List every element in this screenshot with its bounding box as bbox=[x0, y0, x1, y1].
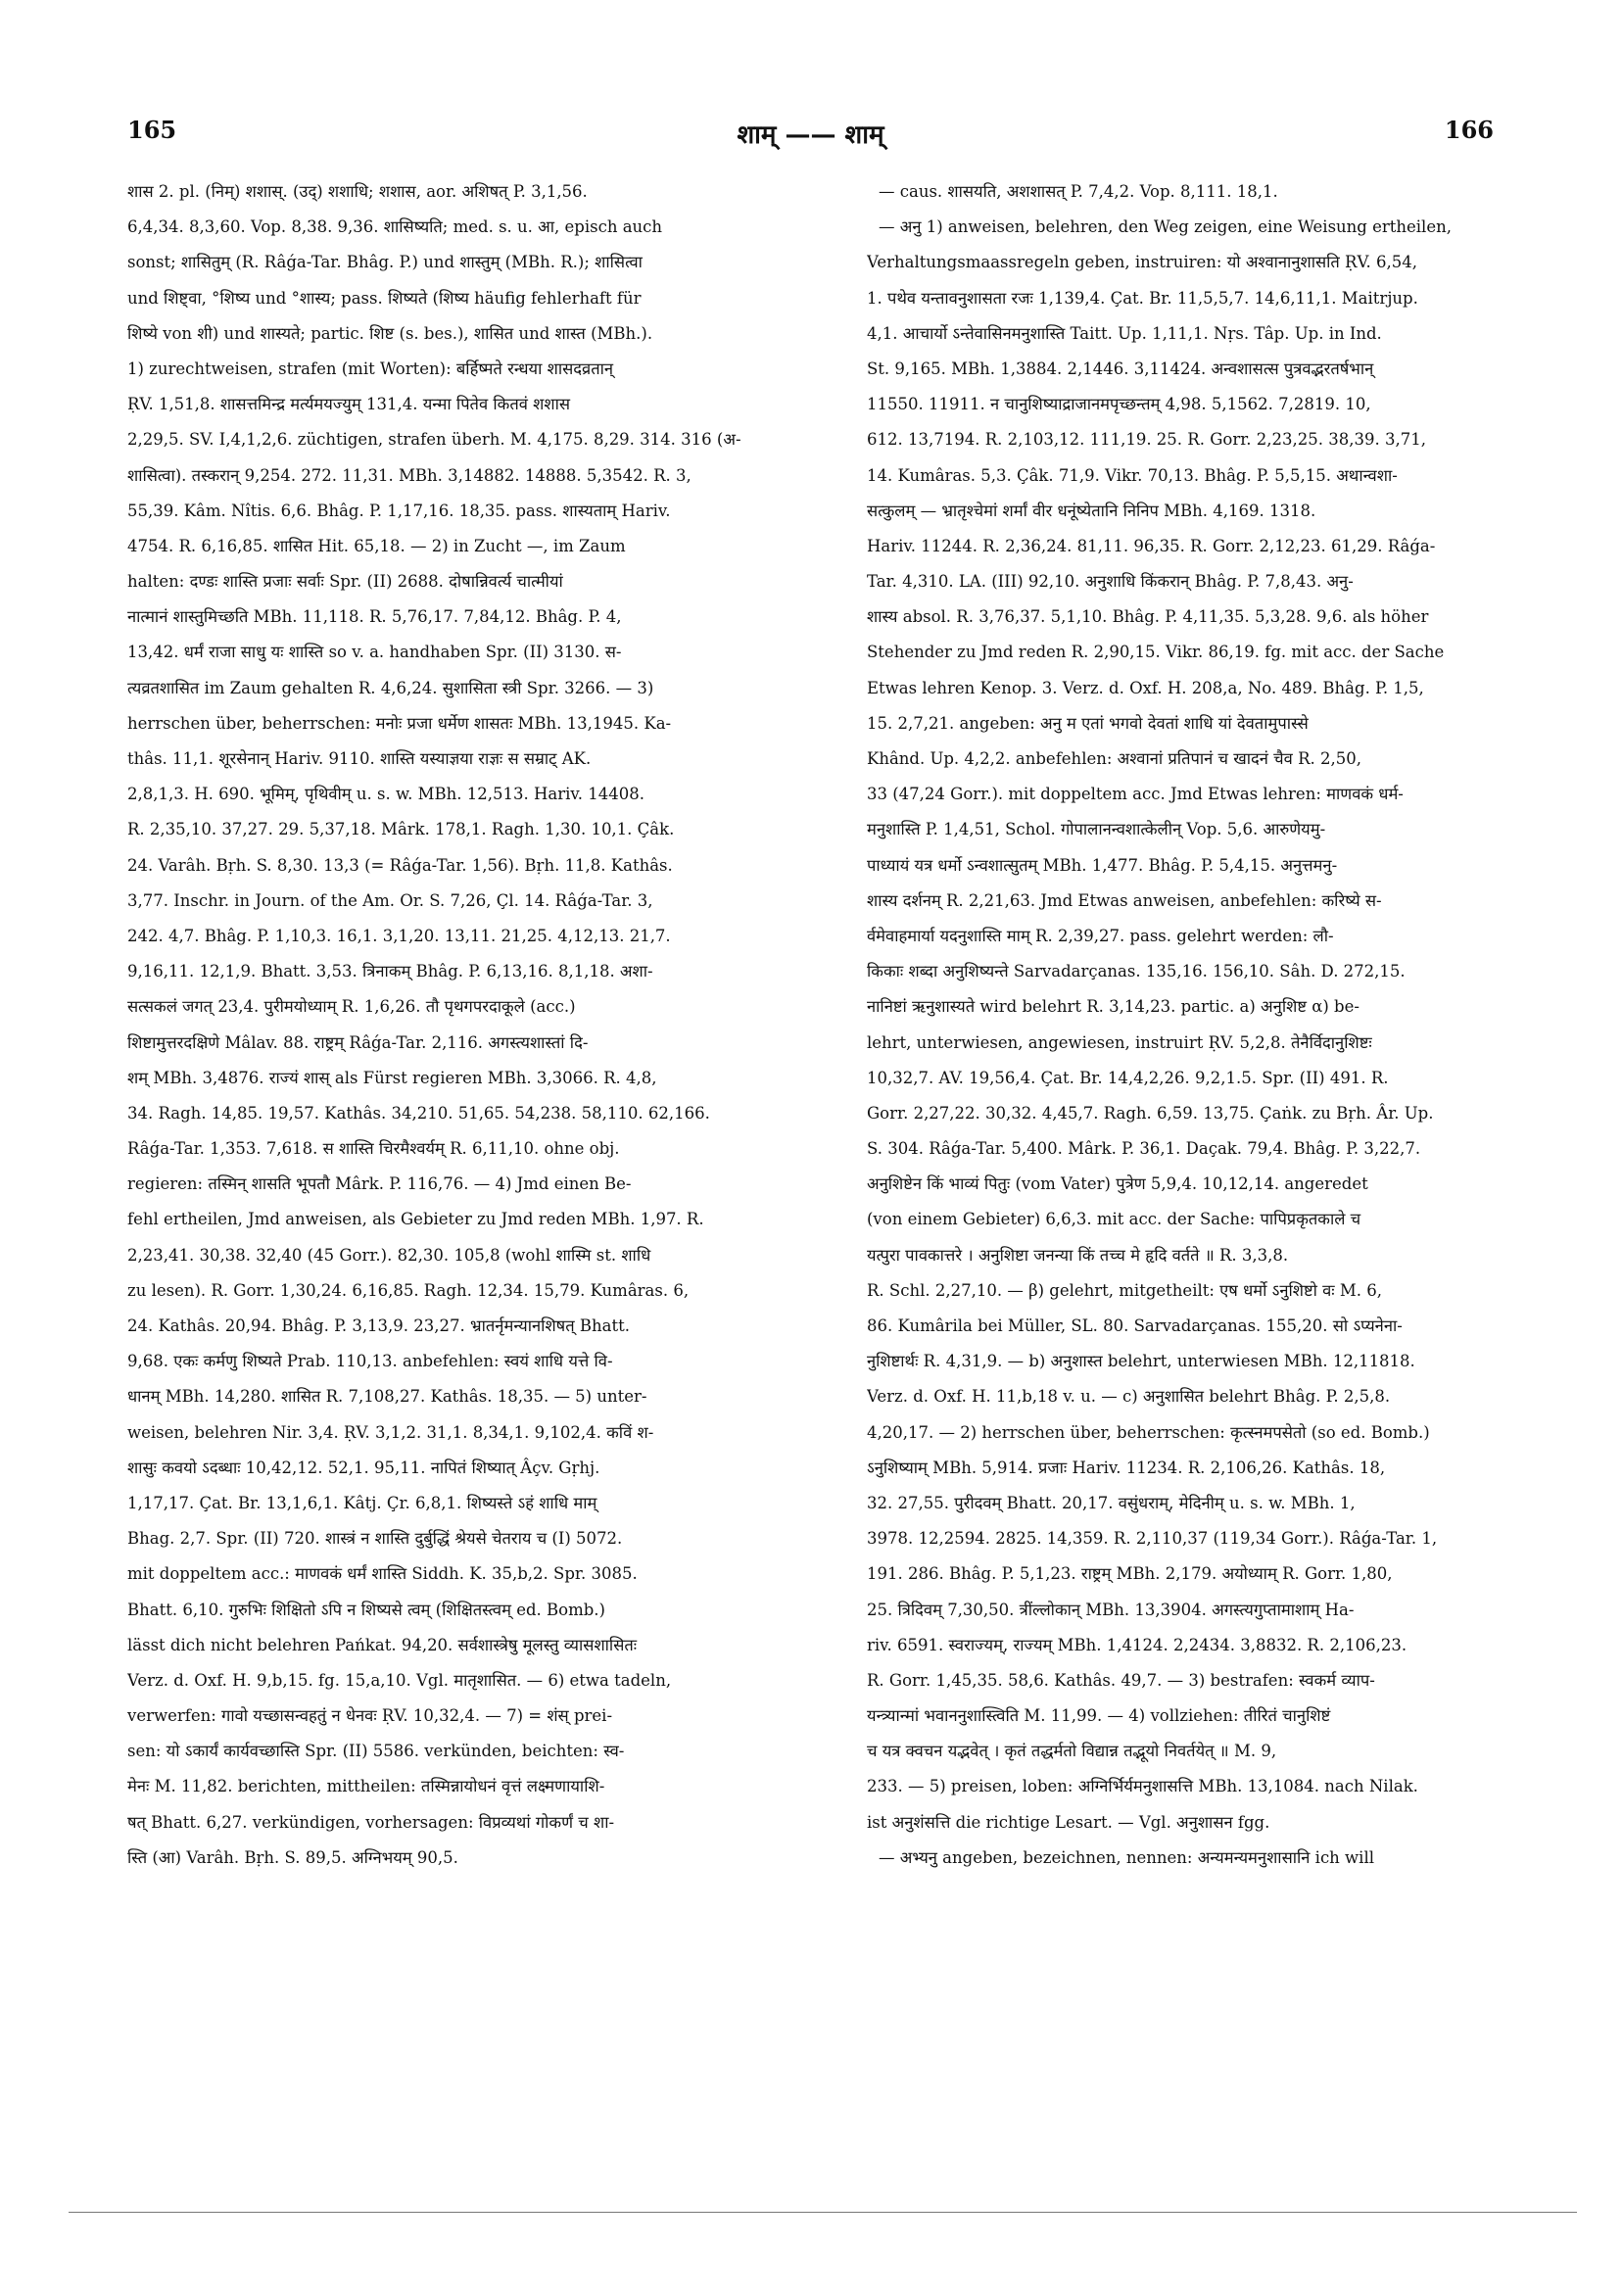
text-line: 11550. 11911. न चानुशिष्याद्राजानमपृच्छन्तम् 4,98. 5,1562. 7,2819. 10, bbox=[867, 395, 1371, 414]
text-line: अनुशिष्टेन किं भाव्यं पितुः (vom Vater) पुत्रेण 5,9,4. 10,12,14. angeredet bbox=[867, 1174, 1368, 1194]
text-line: Gorr. 2,27,22. 30,32. 4,45,7. Ragh. 6,59. 13,75. Çaṅk. zu Bṛh. Âr. Up. bbox=[867, 1103, 1434, 1123]
text-line: 3978. 12,2594. 2825. 14,359. R. 2,110,37 (119,34 Gorr.). Râǵa-Tar. 1, bbox=[867, 1529, 1438, 1549]
text-line: 612. 13,7194. R. 2,103,12. 111,19. 25. R. Gorr. 2,23,25. 38,39. 3,71, bbox=[867, 430, 1426, 450]
text-line: सत्कुलम् — भ्रातृश्चेमां शर्मां वीर धनूंष्येतानि निनिप MBh. 4,169. 1318. bbox=[867, 501, 1316, 520]
text-line: 14. Kumâras. 5,3. Çâk. 71,9. Vikr. 70,13. Bhâg. P. 5,5,15. अथान्वशा- bbox=[867, 465, 1398, 485]
text-line: halten: दण्डः शास्ति प्रजाः सर्वाः Spr. (II) 2688. दोषान्निवर्त्य चात्मीयां bbox=[127, 572, 563, 592]
text-line: 10,32,7. AV. 19,56,4. Çat. Br. 14,4,2,26. 9,2,1.5. Spr. (II) 491. R. bbox=[867, 1068, 1389, 1087]
text-line: त्यव्रतशासित im Zaum gehalten R. 4,6,24. सुशासिता स्त्री Spr. 3266. — 3) bbox=[127, 678, 654, 697]
text-line: lässt dich nicht belehren Pańkat. 94,20. सर्वशास्त्रेषु मूलस्तु व्यासशासितः bbox=[127, 1635, 638, 1654]
text-line: शासुः कवयो ऽदब्धाः 10,42,12. 52,1. 95,11. नापितं शिष्यात् Âçv. Gṛhj. bbox=[127, 1458, 600, 1477]
running-head: शाम् —— शाम् bbox=[737, 120, 884, 150]
text-line: सत्सकलं जगत् 23,4. पुरीमयोध्याम् R. 1,6,26. तौ पृथगपरदाकूले (acc.) bbox=[127, 997, 576, 1017]
text-line: नात्मानं शास्तुमिच्छति MBh. 11,118. R. 5,76,17. 7,84,12. Bhâg. P. 4, bbox=[127, 607, 622, 627]
page-number-left: 165 bbox=[127, 116, 177, 144]
bottom-rule bbox=[69, 2212, 1577, 2213]
text-line: 25. त्रिदिवम् 7,30,50. त्रींल्लोकान् MBh. 13,3904. अगस्त्यगुप्तामाशाम् Ha- bbox=[867, 1600, 1355, 1619]
text-line: Verz. d. Oxf. H. 11,b,18 v. u. — c) अनुशासित belehrt Bhâg. P. 2,5,8. bbox=[867, 1387, 1391, 1407]
text-line: Etwas lehren Kenop. 3. Verz. d. Oxf. H. 208,a, No. 489. Bhâg. P. 1,5, bbox=[867, 678, 1424, 697]
text-line: 15. 2,7,21. angeben: अनु म एतां भगवो देवतां शाधि यां देवतामुपास्से bbox=[867, 713, 1309, 733]
text-line: नानिष्टां ऋनुशास्यते wird belehrt R. 3,14,23. partic. a) अनुशिष्ट α) be- bbox=[867, 997, 1360, 1017]
text-line: Râǵa-Tar. 1,353. 7,618. स शास्ति चिरमैश्वर्यम् R. 6,11,10. ohne obj. bbox=[127, 1139, 620, 1159]
text-line: 33 (47,24 Gorr.). mit doppeltem acc. Jmd Etwas lehren: माणवकं धर्म- bbox=[867, 785, 1404, 804]
page-header bbox=[127, 116, 1494, 165]
text-line: Stehender zu Jmd reden R. 2,90,15. Vikr. 86,19. fg. mit acc. der Sache bbox=[867, 643, 1445, 662]
text-line: ist अनुशंसत्ति die richtige Lesart. — Vgl. अनुशासन fgg. bbox=[867, 1812, 1270, 1832]
text-line: Khând. Up. 4,2,2. anbefehlen: अश्वानां प्रतिपानं च खादनं चैव R. 2,50, bbox=[867, 749, 1361, 768]
text-line: शिष्ये von शी) und शास्यते; partic. शिष्ट (s. bes.), शासित und शास्त (MBh.). bbox=[127, 323, 653, 343]
text-line: यन्त्र्यान्मां भवाननुशास्त्विति M. 11,99. — 4) vollziehen: तीरितं चानुशिष्टं bbox=[867, 1706, 1331, 1726]
text-line: 2,23,41. 30,38. 32,40 (45 Gorr.). 82,30. 105,8 (wohl शास्मि st. शाधि bbox=[127, 1245, 651, 1265]
text-line: 1,17,17. Çat. Br. 13,1,6,1. Kâtj. Çr. 6,8,1. शिष्यस्ते ऽहं शाधि माम् bbox=[127, 1493, 597, 1512]
text-line: किकाः शब्दा अनुशिष्यन्ते Sarvadarçanas. 135,16. 156,10. Sâh. D. 272,15. bbox=[867, 962, 1406, 981]
text-line: 6,4,34. 8,3,60. Vop. 8,38. 9,36. शासिष्यति; med. s. u. आ, episch auch bbox=[127, 217, 663, 237]
text-line: ṚV. 1,51,8. शासत्तमिन्द्र मर्त्यमयज्युम् 131,4. यन्मा पितेव कितवं शशास bbox=[127, 395, 571, 414]
text-line: र्वमेवाहमार्या यदनुशास्ति माम् R. 2,39,27. pass. gelehrt werden: लौ- bbox=[867, 926, 1334, 945]
text-line: St. 9,165. MBh. 1,3884. 2,1446. 3,11424. अन्वशासत्स पुत्रवद्भरतर्षभान् bbox=[867, 359, 1374, 378]
text-line: thâs. 11,1. शूरसेनान् Hariv. 9110. शास्ति यस्याज्ञया राज्ञः स सम्राट् AK. bbox=[127, 749, 592, 768]
text-line: शम् MBh. 3,4876. राज्यं शास् als Fürst regieren MBh. 3,3066. R. 4,8, bbox=[127, 1068, 657, 1087]
text-line: Bhatt. 6,10. गुरुभिः शिक्षितो ऽपि न शिष्यसे त्वम् (शिक्षितस्त्वम् ed. Bomb.) bbox=[127, 1600, 605, 1619]
text-line: 242. 4,7. Bhâg. P. 1,10,3. 16,1. 3,1,20. 13,11. 21,25. 4,12,13. 21,7. bbox=[127, 926, 671, 945]
text-line: 9,68. एकः कर्मणु शिष्यते Prab. 110,13. anbefehlen: स्वयं शाधि यत्ते वि- bbox=[127, 1352, 613, 1371]
text-line: verwerfen: गावो यच्छासन्वहतुं न धेनवः ṚV. 10,32,4. — 7) = शंस् prei- bbox=[127, 1706, 613, 1726]
text-line: शिष्टामुत्तरदक्षिणे Mâlav. 88. राष्ट्रम् Râǵa-Tar. 2,116. अगस्त्यशास्तां दि- bbox=[127, 1032, 589, 1052]
text-line: fehl ertheilen, Jmd anweisen, als Gebieter zu Jmd reden MBh. 1,97. R. bbox=[127, 1210, 704, 1229]
text-line: शास्य absol. R. 3,76,37. 5,1,10. Bhâg. P. 4,11,35. 5,3,28. 9,6. als höher bbox=[867, 607, 1429, 627]
text-line: sen: यो ऽकार्यं कार्यवच्छास्ति Spr. (II) 5586. verkünden, beichten: स्व- bbox=[127, 1742, 625, 1761]
left-column bbox=[127, 174, 813, 1876]
text-line: Tar. 4,310. LA. (III) 92,10. अनुशाधि किंकरान् Bhâg. P. 7,8,43. अनु- bbox=[867, 572, 1354, 592]
text-line: षत् Bhatt. 6,27. verkündigen, vorhersagen: विप्रव्यथां गोकर्णं च शा- bbox=[127, 1812, 615, 1832]
text-line: — caus. शासयति, अशशासत् P. 7,4,2. Vop. 8,111. 18,1. bbox=[879, 182, 1278, 201]
page-number-right: 166 bbox=[1444, 116, 1494, 144]
text-line: च यत्र क्वचन यद्भवेत् । कृतं तद्धर्मतो विद्यान्न तद्भूयो निवर्तयेत् ॥ M. 9, bbox=[867, 1742, 1277, 1761]
text-line: Bhag. 2,7. Spr. (II) 720. शास्त्रं न शास्ति दुर्बुद्धिं श्रेयसे चेतराय च (I) 5072. bbox=[127, 1529, 623, 1549]
text-line: शास 2. pl. (निम्) शशास्. (उद्) शशाधि; शशास, aor. अशिषत् P. 3,1,56. bbox=[127, 182, 588, 201]
text-line: — अभ्यनु angeben, bezeichnen, nennen: अन्यमन्यमनुशासानि ich will bbox=[879, 1847, 1375, 1867]
text-line: 1) zurechtweisen, strafen (mit Worten): बर्हिष्मते रन्धया शासदव्रतान् bbox=[127, 359, 614, 378]
text-line: ऽनुशिष्याम् MBh. 5,914. प्रजाः Hariv. 11234. R. 2,106,26. Kathâs. 18, bbox=[867, 1458, 1386, 1477]
text-line: 34. Ragh. 14,85. 19,57. Kathâs. 34,210. 51,65. 54,238. 58,110. 62,166. bbox=[127, 1103, 710, 1123]
text-line: 1. पथेव यन्तावनुशासता रजः 1,139,4. Çat. Br. 11,5,5,7. 14,6,11,1. Maitrjup. bbox=[867, 288, 1418, 308]
text-line: 191. 286. Bhâg. P. 5,1,23. राष्ट्रम् MBh. 2,179. अयोध्याम् R. Gorr. 1,80, bbox=[867, 1564, 1393, 1584]
text-line: मेनः M. 11,82. berichten, mittheilen: तस्मिन्नायोधनं वृत्तं लक्ष्मणायाशि- bbox=[127, 1777, 605, 1796]
text-line: Verhaltungsmaassregeln geben, instruiren: यो अश्वानानुशासति ṚV. 6,54, bbox=[867, 253, 1417, 272]
text-line: und शिष्ट्वा, °शिष्य und °शास्य; pass. शिष्यते (शिष्य häufig fehlerhaft für bbox=[127, 288, 642, 308]
text-line: riv. 6591. स्वराज्यम्, राज्यम् MBh. 1,4124. 2,2434. 3,8832. R. 2,106,23. bbox=[867, 1635, 1407, 1654]
text-line: mit doppeltem acc.: माणवकं धर्मं शास्ति Siddh. K. 35,b,2. Spr. 3085. bbox=[127, 1564, 638, 1584]
text-line: regieren: तस्मिन् शासति भूपतौ Mârk. P. 116,76. — 4) Jmd einen Be- bbox=[127, 1174, 632, 1194]
text-line: 24. Varâh. Bṛh. S. 8,30. 13,3 (= Râǵa-Tar. 1,56). Bṛh. 11,8. Kathâs. bbox=[127, 855, 673, 875]
text-line: नुशिष्टार्थः R. 4,31,9. — b) अनुशास्त belehrt, unterwiesen MBh. 12,11818. bbox=[867, 1352, 1415, 1371]
text-line: शास्य दर्शनम् R. 2,21,63. Jmd Etwas anweisen, anbefehlen: करिष्ये स- bbox=[867, 890, 1382, 910]
text-line: स्ति (आ) Varâh. Bṛh. S. 89,5. अग्निभयम् 90,5. bbox=[127, 1847, 458, 1867]
right-column bbox=[867, 174, 1543, 1876]
text-line: — अनु 1) anweisen, belehren, den Weg zeigen, eine Weisung ertheilen, bbox=[879, 217, 1452, 237]
text-line: R. 2,35,10. 37,27. 29. 5,37,18. Mârk. 178,1. Ragh. 1,30. 10,1. Çâk. bbox=[127, 820, 675, 839]
text-line: zu lesen). R. Gorr. 1,30,24. 6,16,85. Ragh. 12,34. 15,79. Kumâras. 6, bbox=[127, 1280, 690, 1300]
text-line: 55,39. Kâm. Nîtis. 6,6. Bhâg. P. 1,17,16. 18,35. pass. शास्यताम् Hariv. bbox=[127, 501, 671, 520]
text-line: 13,42. धर्मं राजा साधु यः शास्ति so v. a. handhaben Spr. (II) 3130. स- bbox=[127, 643, 622, 662]
text-line: S. 304. Râǵa-Tar. 5,400. Mârk. P. 36,1. Daçak. 79,4. Bhâg. P. 3,22,7. bbox=[867, 1139, 1421, 1159]
text-line: Hariv. 11244. R. 2,36,24. 81,11. 96,35. R. Gorr. 2,12,23. 61,29. Râǵa- bbox=[867, 536, 1436, 555]
text-line: (von einem Gebieter) 6,6,3. mit acc. der Sache: पापिप्रकृतकाले च bbox=[867, 1210, 1361, 1229]
text-line: R. Gorr. 1,45,35. 58,6. Kathâs. 49,7. — 3) bestrafen: स्वकर्म व्याप- bbox=[867, 1670, 1375, 1690]
text-line: 3,77. Inschr. in Journ. of the Am. Or. S. 7,26, Çl. 14. Râǵa-Tar. 3, bbox=[127, 890, 653, 910]
text-line: 4754. R. 6,16,85. शासित Hit. 65,18. — 2) in Zucht —, im Zaum bbox=[127, 536, 626, 555]
text-line: R. Schl. 2,27,10. — β) gelehrt, mitgetheilt: एष धर्मो ऽनुशिष्टो वः M. 6, bbox=[867, 1280, 1383, 1300]
text-line: 2,8,1,3. H. 690. भूमिम्, पृथिवीम् u. s. w. MBh. 12,513. Hariv. 14408. bbox=[127, 785, 644, 804]
text-line: मनुशास्ति P. 1,4,51, Schol. गोपालानन्वशात्केलीन् Vop. 5,6. आरुणेयमु- bbox=[867, 820, 1326, 839]
text-line: धानम् MBh. 14,280. शासित R. 7,108,27. Kathâs. 18,35. — 5) unter- bbox=[127, 1387, 647, 1407]
text-line: Verz. d. Oxf. H. 9,b,15. fg. 15,a,10. Vgl. मातृशासित. — 6) etwa tadeln, bbox=[127, 1670, 672, 1690]
text-line: weisen, belehren Nir. 3,4. ṚV. 3,1,2. 31,1. 8,34,1. 9,102,4. कविं श- bbox=[127, 1422, 654, 1442]
text-line: 4,20,17. — 2) herrschen über, beherrschen: कृत्स्नमपसेतो (so ed. Bomb.) bbox=[867, 1422, 1430, 1442]
text-line: 9,16,11. 12,1,9. Bhatt. 3,53. त्रिनाकम् Bhâg. P. 6,13,16. 8,1,18. अशा- bbox=[127, 962, 653, 981]
text-line: 233. — 5) preisen, loben: अग्निर्भिर्यमनुशासत्ति MBh. 13,1084. nach Nilak. bbox=[867, 1777, 1418, 1796]
text-line: 4,1. आचार्यो ऽन्तेवासिनमनुशास्ति Taitt. Up. 1,11,1. Nṛs. Tâp. Up. in Ind. bbox=[867, 323, 1382, 343]
text-line: 24. Kathâs. 20,94. Bhâg. P. 3,13,9. 23,27. भ्रातर्नृमन्यानशिषत् Bhatt. bbox=[127, 1316, 630, 1335]
text-line: sonst; शासितुम् (R. Râǵa-Tar. Bhâg. P.) und शास्तुम् (MBh. R.); शासित्वा bbox=[127, 253, 643, 272]
text-line: शासित्वा). तस्करान् 9,254. 272. 11,31. MBh. 3,14882. 14888. 5,3542. R. 3, bbox=[127, 465, 692, 485]
text-line: herrschen über, beherrschen: मनोः प्रजा धर्मेण शासतः MBh. 13,1945. Ka- bbox=[127, 713, 672, 733]
text-line: 2,29,5. SV. I,4,1,2,6. züchtigen, strafen überh. M. 4,175. 8,29. 314. 316 (अ- bbox=[127, 430, 741, 450]
text-line: यत्पुरा पावकात्तरे । अनुशिष्टा जनन्या किं तच्च मे हृदि वर्तते ॥ R. 3,3,8. bbox=[867, 1245, 1289, 1265]
text-line: 86. Kumârila bei Müller, SL. 80. Sarvadarçanas. 155,20. सो ऽप्यनेना- bbox=[867, 1316, 1403, 1335]
text-line: lehrt, unterwiesen, angewiesen, instruirt ṚV. 5,2,8. तेनैर्विदानुशिष्टः bbox=[867, 1032, 1372, 1052]
text-line: पाध्यायं यत्र धर्मो ऽन्वशात्सुतम् MBh. 1,477. Bhâg. P. 5,4,15. अनुत्तमनु- bbox=[867, 855, 1338, 875]
text-line: 32. 27,55. पुरीदवम् Bhatt. 20,17. वसुंधराम्, मेदिनीम् u. s. w. MBh. 1, bbox=[867, 1493, 1356, 1512]
